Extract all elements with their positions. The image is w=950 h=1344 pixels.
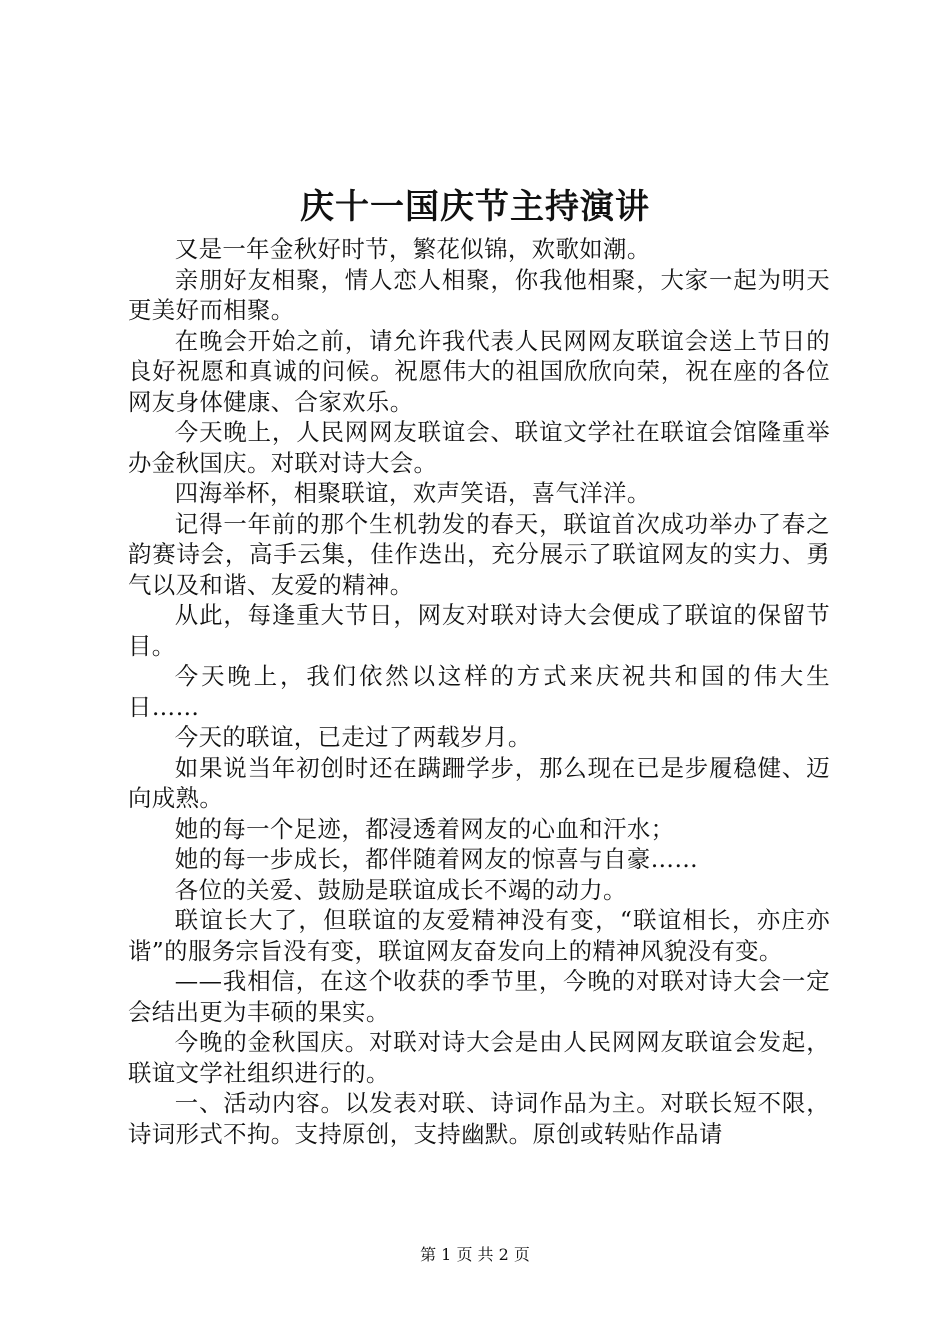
page-number-footer: 第 1 页 共 2 页	[420, 1245, 530, 1264]
paragraph: 在晚会开始之前，请允许我代表人民网网友联谊会送上节日的良好祝愿和真诚的问候。祝愿伟大的祖国欣欣向荣，祝在座的各位网友身体健康、合家欢乐。	[128, 326, 830, 416]
paragraph: 她的每一步成长，都伴随着网友的惊喜与自豪……	[174, 845, 699, 873]
paragraph: 今晚的金秋国庆。对联对诗大会是由人民网网友联谊会发起，联谊文学社组织进行的。	[128, 1028, 830, 1087]
paragraph: ——我相信，在这个收获的季节里，今晚的对联对诗大会一定会结出更为丰硕的果实。	[128, 967, 830, 1026]
paragraph: 四海举杯，相聚联谊，欢声笑语，喜气洋洋。	[174, 479, 651, 507]
paragraph: 记得一年前的那个生机勃发的春天，联谊首次成功举办了春之韵赛诗会，高手云集，佳作迭出，充分展示了联谊网友的实力、勇气以及和谐、友爱的精神。	[128, 509, 830, 599]
paragraph: 从此，每逢重大节日，网友对联对诗大会便成了联谊的保留节目。	[128, 601, 830, 660]
paragraph: 亲朋好友相聚，情人恋人相聚，你我他相聚，大家一起为明天更美好而相聚。	[128, 265, 830, 324]
paragraph: 今天的联谊，已走过了两载岁月。	[174, 723, 532, 751]
paragraph: 各位的关爱、鼓励是联谊成长不竭的动力。	[174, 875, 627, 904]
paragraph: 今天晚上，我们依然以这样的方式来庆祝共和国的伟大生日……	[128, 662, 830, 721]
paragraph: 如果说当年初创时还在蹒跚学步，那么现在已是步履稳健、迈向成熟。	[128, 753, 830, 812]
paragraph: 今天晚上，人民网网友联谊会、联谊文学社在联谊会馆隆重举办金秋国庆。对联对诗大会。	[128, 418, 830, 477]
document-title: 庆十一国庆节主持演讲	[300, 187, 650, 227]
paragraph: 又是一年金秋好时节，繁花似锦，欢歌如潮。	[174, 235, 651, 263]
paragraph: 联谊长大了，但联谊的友爱精神没有变，“联谊相长，亦庄亦谐”的服务宗旨没有变，联谊网友奋发向上的精神风貌没有变。	[128, 906, 830, 965]
document-body	[128, 234, 830, 1149]
paragraph: 她的每一个足迹，都浸透着网友的心血和汗水；	[174, 814, 675, 843]
paragraph: 一、活动内容。以发表对联、诗词作品为主。对联长短不限，诗词形式不拘。支持原创，支持幽默。原创或转贴作品请	[128, 1089, 830, 1148]
